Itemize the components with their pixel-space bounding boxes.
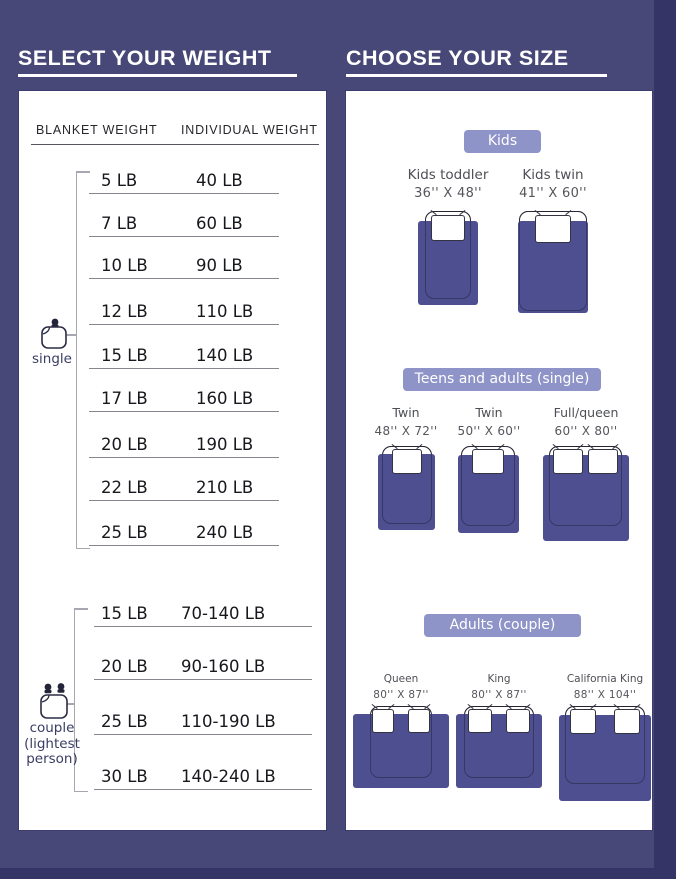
couple-label — [13, 721, 91, 768]
table-row — [89, 519, 279, 546]
bed-dims: 36'' X 48'' — [414, 186, 482, 201]
individual-weight-cell: 140-240 LB — [181, 766, 276, 786]
bed-pillow — [431, 215, 465, 241]
blanket-weight-cell: 22 LB — [101, 477, 148, 497]
single-person-icon — [39, 315, 73, 351]
bed-pillow — [408, 709, 430, 733]
bed-pillow — [392, 449, 422, 474]
blanket-weight-cell: 30 LB — [101, 766, 148, 786]
left-title-underline — [18, 74, 297, 77]
couple-icon — [37, 681, 75, 723]
blanket-weight-header: BLANKET WEIGHT — [36, 123, 158, 137]
bed-pillow — [468, 709, 492, 733]
bed-pillow — [372, 709, 394, 733]
blanket-weight-cell: 7 LB — [101, 213, 138, 233]
table-row — [89, 252, 279, 279]
bed-pillow — [588, 449, 618, 474]
bed-dims: 41'' X 60'' — [519, 186, 587, 201]
bed-dims: 50'' X 60'' — [457, 424, 521, 438]
bed-name: Full/queen — [553, 405, 619, 420]
individual-weight-cell: 90 LB — [196, 255, 243, 275]
individual-weight-cell: 240 LB — [196, 522, 254, 542]
table-row — [89, 342, 279, 369]
blanket-weight-cell: 12 LB — [101, 301, 148, 321]
table-row — [89, 431, 279, 458]
table-row — [94, 763, 312, 790]
bed-dims: 80'' X 87'' — [373, 689, 429, 701]
table-row — [94, 708, 312, 735]
blanket-weight-cell: 15 LB — [101, 603, 148, 623]
bed-name: King — [487, 673, 511, 685]
table-row — [89, 210, 279, 237]
bed-figure — [559, 706, 651, 801]
table-row — [89, 385, 279, 412]
individual-weight-cell: 160 LB — [196, 388, 254, 408]
individual-weight-cell: 70-140 LB — [181, 603, 266, 623]
header-rule — [31, 144, 319, 145]
bed-dims: 88'' X 104'' — [573, 689, 637, 701]
individual-weight-cell: 140 LB — [196, 345, 254, 365]
individual-weight-cell: 190 LB — [196, 434, 254, 454]
bed-dims: 48'' X 72'' — [374, 424, 438, 438]
left-panel-title: SELECT YOUR WEIGHT — [18, 46, 272, 70]
individual-weight-cell: 110 LB — [196, 301, 254, 321]
bed-dims: 80'' X 87'' — [471, 689, 527, 701]
bed-figure — [543, 446, 629, 542]
bed-dims: 60'' X 80'' — [554, 424, 618, 438]
table-row — [94, 653, 312, 680]
bed-figure — [418, 211, 478, 307]
individual-weight-header: INDIVIDUAL WEIGHT — [181, 123, 318, 137]
individual-weight-cell: 90-160 LB — [181, 656, 266, 676]
table-row — [89, 167, 279, 194]
right-panel-title: CHOOSE YOUR SIZE — [346, 46, 569, 70]
right-edge-band — [654, 0, 676, 879]
bed-pillow — [506, 709, 530, 733]
blanket-weight-cell: 10 LB — [101, 255, 148, 275]
bed-name: Kids toddler — [407, 167, 489, 183]
bed-name: Queen — [383, 673, 419, 685]
individual-weight-cell: 210 LB — [196, 477, 254, 497]
weight-table-card — [18, 90, 327, 831]
table-row — [89, 474, 279, 501]
table-row — [89, 298, 279, 325]
blanket-weight-cell: 17 LB — [101, 388, 148, 408]
blanket-weight-cell: 20 LB — [101, 434, 148, 454]
bed-name: Twin — [475, 405, 503, 420]
blanket-weight-cell: 15 LB — [101, 345, 148, 365]
bed-figure — [378, 446, 435, 532]
bed-name: Twin — [392, 405, 420, 420]
bottom-edge-band — [0, 868, 676, 879]
bed-name: California King — [566, 673, 644, 685]
couple-label-line1: couple — [29, 720, 75, 736]
bed-name: Kids twin — [522, 167, 584, 183]
right-title-underline — [346, 74, 607, 77]
individual-weight-cell: 40 LB — [196, 170, 243, 190]
blanket-weight-cell: 25 LB — [101, 522, 148, 542]
bed-pillow — [614, 709, 640, 734]
individual-weight-cell: 60 LB — [196, 213, 243, 233]
bed-figure — [518, 211, 588, 315]
size-chart-card — [345, 90, 653, 831]
teens-adults-badge: Teens and adults (single) — [403, 368, 601, 391]
individual-weight-cell: 110-190 LB — [181, 711, 276, 731]
adults-couple-badge: Adults (couple) — [424, 614, 581, 637]
single-label: single — [32, 351, 72, 367]
bed-pillow — [570, 709, 596, 734]
bed-figure — [353, 706, 449, 788]
couple-label-line2: (lightest — [24, 735, 80, 752]
bed-figure — [456, 706, 542, 788]
kids-badge: Kids — [464, 130, 541, 153]
couple-label-line3: person) — [26, 751, 78, 767]
blanket-weight-cell: 25 LB — [101, 711, 148, 731]
bed-figure — [458, 446, 519, 534]
bed-pillow — [535, 215, 571, 243]
blanket-weight-cell: 5 LB — [101, 170, 138, 190]
bed-pillow — [553, 449, 583, 474]
table-row — [94, 600, 312, 627]
bed-pillow — [472, 449, 504, 474]
blanket-weight-cell: 20 LB — [101, 656, 148, 676]
